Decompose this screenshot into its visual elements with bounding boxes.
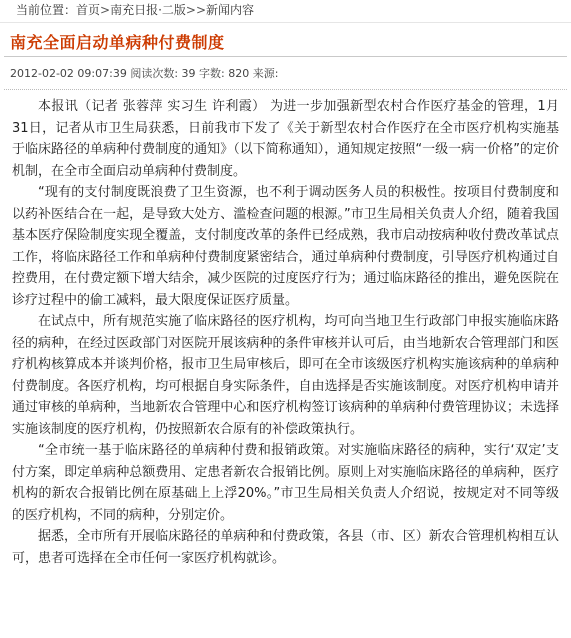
article-meta [0, 66, 571, 82]
article-paragraph: “全市统一基于临床路径的单病种付费和报销政策。对实施临床路径的病种，实行‘双定’支付方案，即定单病种总额费用、定患者新农合报销比例。原则上对实施临床路径的单病种，医疗机构的新农合报销比例在原基础上上浮20%。”市卫生局相关负责人介绍说，按规定对不同等级的医疗机构，不同的病种，分别定价。 [12, 443, 559, 523]
views-count: 39 [181, 67, 196, 80]
article-paragraph: “现有的支付制度既浪费了卫生资源，也不利于调动医务人员的积极性。按项目付费制度和以药补医结合在一起，是导致大处方、滥检查问题的根源。”市卫生局相关负责人介绍，随着我国基本医疗保险制度实现全覆盖，支付制度改革的条件已经成熟，我市启动按病种收付费改革试点工作，将临床路径工作和单病种付费制度紧密结合，通过单病种付费制度，引导医疗机构通过自控费用，在付费定额下增大结余，减少医院的过度医疗行为；通过临床路径的推出，避免医院在诊疗过程中的偷工减料，最大限度保证医疗质量。 [12, 185, 559, 308]
breadcrumb-home-link[interactable]: 首页 [76, 3, 101, 17]
article-paragraph: 在试点中，所有规范实施了临床路径的医疗机构，均可向当地卫生行政部门申报实施临床路径的病种，在经过医政部门对医院开展该病种的条件审核并认可后，由当地新农合管理部门和医疗机构核算成本并谈判价格，报市卫生局审核后，即可在全市该级医疗机构实施该病种的单病种付费制度。各医疗机构，均可根据自身实际条件，自由选择是否实施该制度。对医疗机构申请并通过审核的单病种，当地新农合管理中心和医疗机构签订该病种的单病种付费管理协议；未选择实施该制度的医疗机构，仍按照新农合原有的补偿政策执行。 [12, 314, 559, 437]
meta-divider [4, 89, 567, 90]
source-label: 来源: [252, 67, 279, 80]
article-paragraph: 据悉，全市所有开展临床路径的单病种和付费政策，各县（市、区）新农合管理机构相互认可，患者可选择在全市任何一家医疗机构就诊。 [12, 529, 559, 566]
chars-count: 820 [228, 67, 250, 80]
breadcrumb-prefix: 当前位置： [16, 3, 77, 17]
breadcrumb-current: 新闻内容 [206, 3, 255, 17]
article-body [0, 96, 571, 569]
article-paragraph: 本报讯（记者 张蓉萍 实习生 许利霞） 为进一步加强新型农村合作医疗基金的管理，1月31日，记者从市卫生局获悉，日前我市下发了《关于新型农村合作医疗在全市医疗机构实施基于临床路径的单病种付费制度的通知》（以下简称通知），通知规定按照“一级一病一价格”的定价机制，在全市全面启动单病种付费制度。 [12, 99, 559, 179]
chars-label: 字数: [199, 67, 225, 80]
breadcrumb-separator: > [185, 3, 196, 17]
article-title-bar [4, 30, 567, 57]
views-label: 阅读次数: [130, 67, 179, 80]
breadcrumb [0, 0, 571, 23]
article-title: 南充全面启动单病种付费制度 [10, 33, 225, 52]
breadcrumb-separator: > [195, 3, 207, 17]
breadcrumb-section-link[interactable]: 南充日报·二版 [110, 3, 186, 17]
article-date: 2012-02-02 09:07:39 [10, 67, 127, 80]
breadcrumb-separator: > [100, 3, 111, 17]
